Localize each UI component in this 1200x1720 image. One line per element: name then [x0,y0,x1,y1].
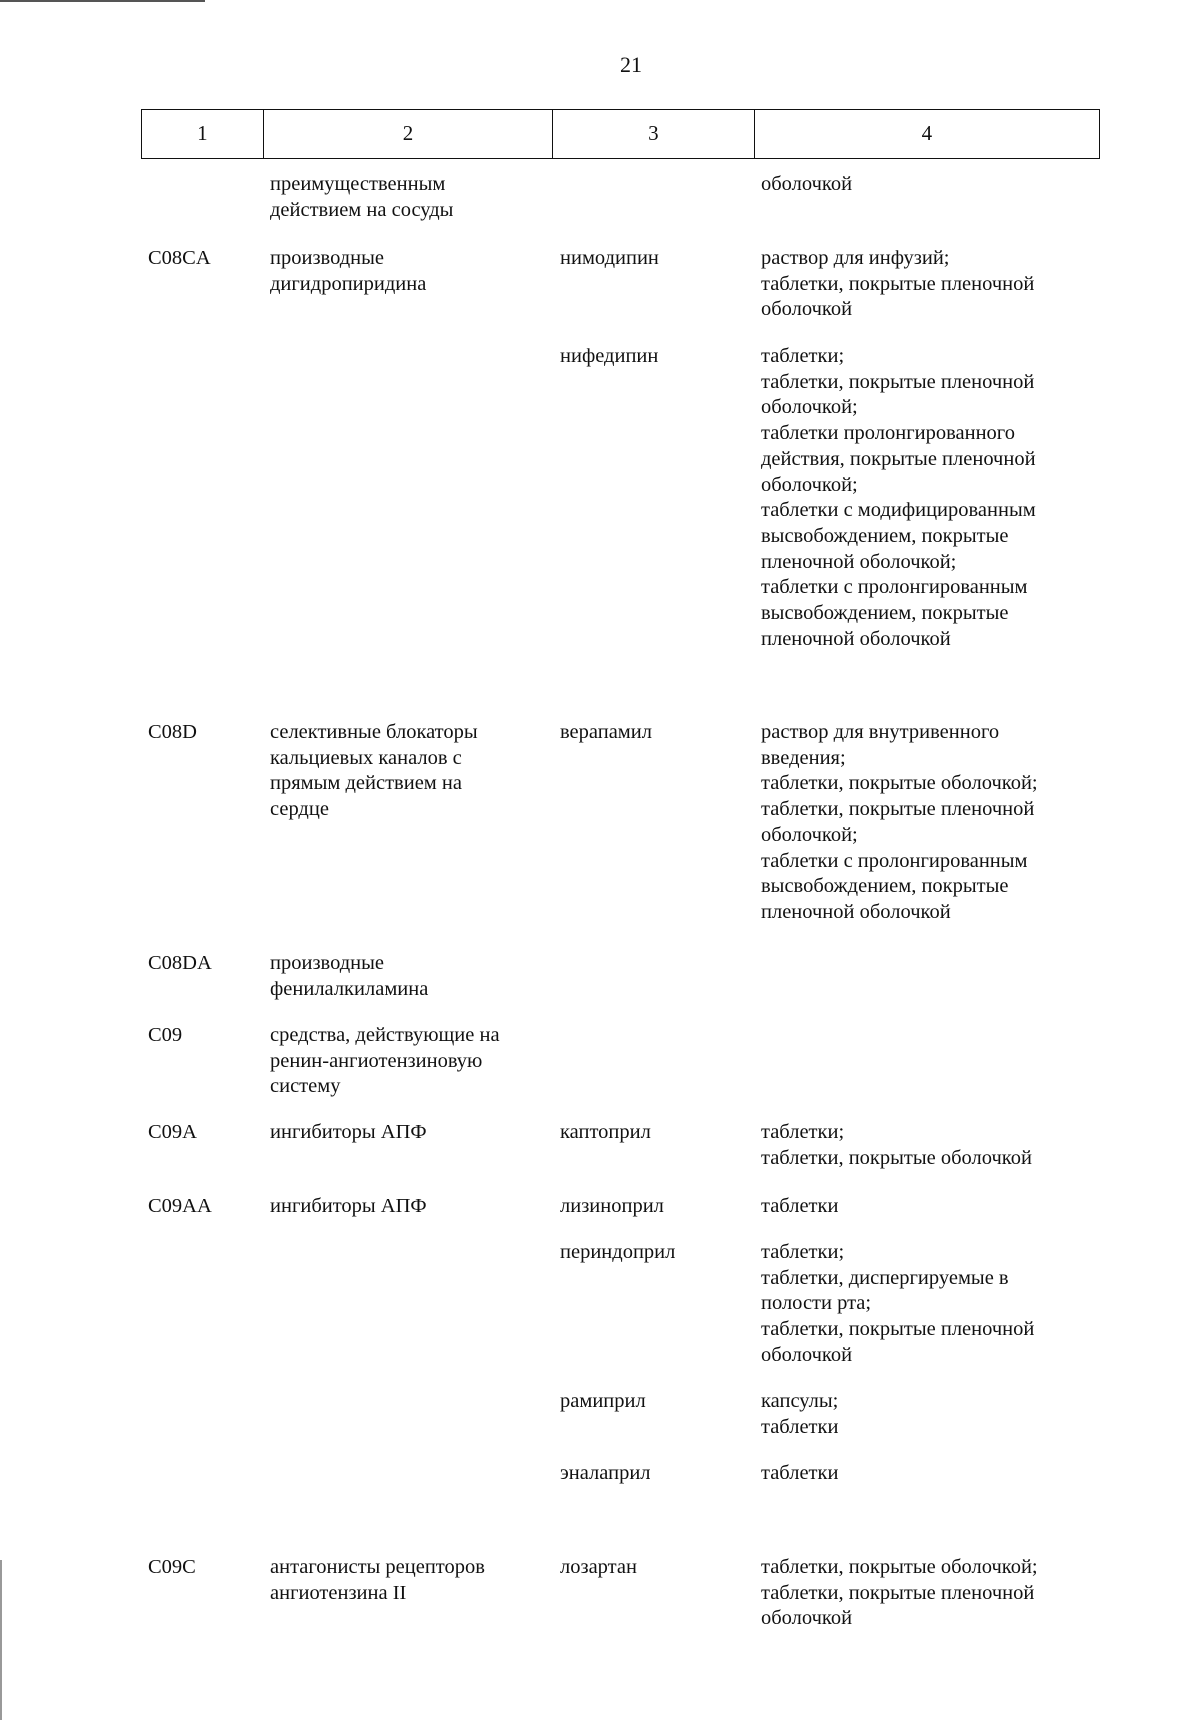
header-cell-3: 3 [553,110,755,158]
drug-name: эналаприл [560,1462,651,1484]
drug-name: нимодипин [560,247,659,269]
dosage-form: таблетки [761,1462,839,1484]
group-name: производные фенилалкиламина [270,952,429,1000]
drug-name: периндоприл [560,1241,676,1263]
drug-name: каптоприл [560,1121,651,1143]
page-number: 21 [620,52,642,77]
dosage-form: раствор для инфузий; таблетки, покрытые пленочной оболочкой [761,247,1035,321]
drug-name: лизиноприл [560,1195,664,1217]
dosage-form: таблетки [761,1195,839,1217]
drug-name: нифедипин [560,345,659,367]
atc-code: C09C [148,1556,196,1578]
group-name: антагонисты рецепторов ангиотензина II [270,1556,485,1604]
dosage-form: капсулы; таблетки [761,1390,839,1438]
dosage-form: таблетки; таблетки, покрытые пленочной оболочкой; таблетки пролонгированного действия, покрытые пленочной оболочкой; таблетки с модифицированным высвобождением, покрытые пленочной оболочкой; таблетки с пролонгированным высвобождением, покрытые пленочной оболочкой [761,345,1036,650]
atc-code: C09AA [148,1195,212,1217]
dosage-form: оболочкой [761,173,853,195]
header-cell-1: 1 [142,110,264,158]
group-name: ингибиторы АПФ [270,1121,427,1143]
dosage-form: таблетки, покрытые оболочкой; таблетки, покрытые пленочной оболочкой [761,1556,1038,1630]
atc-code: C08CA [148,247,211,269]
header-cell-4: 4 [921,120,933,145]
drug-name: рамиприл [560,1390,646,1412]
scan-artifact-edge [0,1560,2,1720]
scan-artifact-line [0,0,205,2]
dosage-form: таблетки; таблетки, диспергируемые в полости рта; таблетки, покрытые пленочной оболочкой [761,1241,1035,1366]
drug-name: верапамил [560,721,652,743]
group-name: преимущественным действием на сосуды [270,173,454,221]
atc-code: C09 [148,1024,183,1046]
group-name: средства, действующие на ренин-ангиотензиновую систему [270,1024,500,1098]
group-name: ингибиторы АПФ [270,1195,427,1217]
atc-code: C08DA [148,952,212,974]
drug-name: лозартан [560,1556,637,1578]
table-header [141,109,1100,159]
header-cell-2: 2 [264,110,553,158]
dosage-form: таблетки; таблетки, покрытые оболочкой [761,1121,1032,1169]
dosage-form: раствор для внутривенного введения; таблетки, покрытые оболочкой; таблетки, покрытые пленочной оболочкой; таблетки с пролонгированным высвобождением, покрытые пленочной оболочкой [761,721,1038,923]
atc-code: C08D [148,721,197,743]
group-name: производные дигидропиридина [270,247,427,295]
atc-code: C09A [148,1121,197,1143]
group-name: селективные блокаторы кальциевых каналов с прямым действием на сердце [270,721,478,821]
